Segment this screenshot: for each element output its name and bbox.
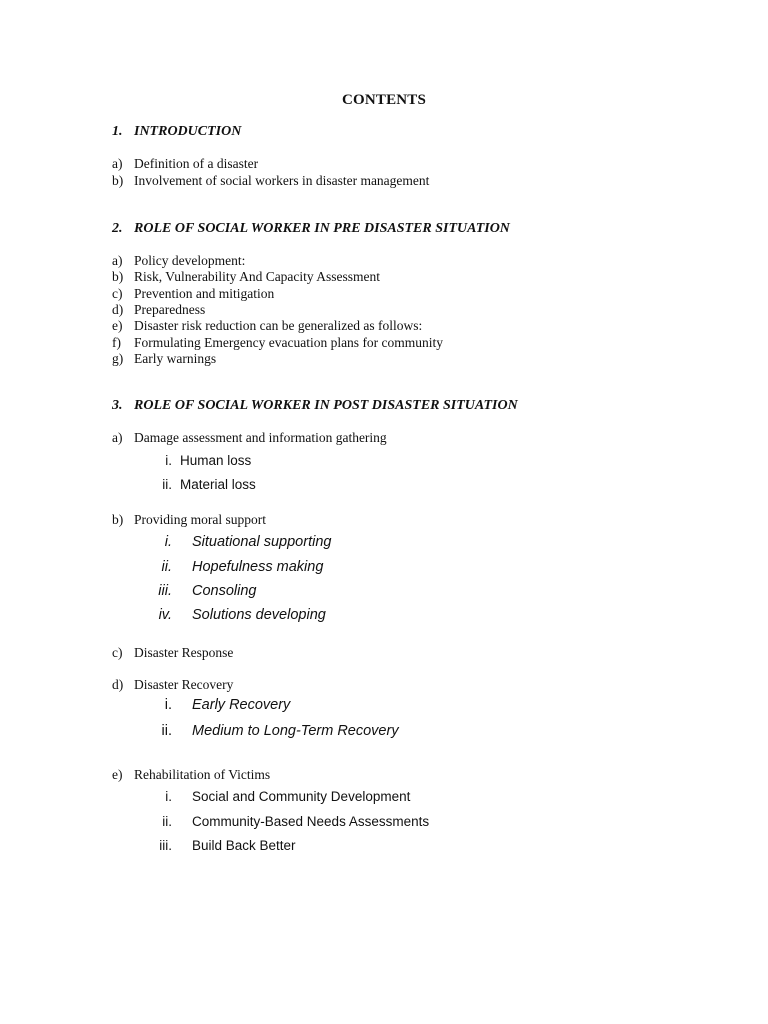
roman-numeral: i. xyxy=(164,534,172,550)
item-label: f) xyxy=(112,335,121,350)
sub-item xyxy=(148,814,429,829)
section-heading-introduction xyxy=(112,124,241,140)
section-number: 2. xyxy=(112,221,123,236)
list-item xyxy=(112,512,266,528)
roman-numeral: ii. xyxy=(161,723,172,739)
sub-item xyxy=(148,559,323,575)
list-item xyxy=(112,767,270,783)
item-text: Disaster risk reduction can be generalized as follows: xyxy=(134,318,423,333)
sub-item xyxy=(148,697,290,713)
item-label: b) xyxy=(112,173,124,188)
roman-numeral: iii. xyxy=(159,838,172,853)
roman-numeral: ii. xyxy=(162,477,172,492)
page-title: CONTENTS xyxy=(341,92,427,108)
item-text: Policy development: xyxy=(134,253,246,268)
section-number: 3. xyxy=(112,398,123,413)
sub-item-text: Situational supporting xyxy=(192,534,332,550)
sub-item-text: Hopefulness making xyxy=(192,559,324,575)
sub-item xyxy=(148,838,296,853)
sub-item xyxy=(148,607,326,623)
roman-numeral: i. xyxy=(165,453,172,468)
section-title: INTRODUCTION xyxy=(134,124,242,139)
item-text: Rehabilitation of Victims xyxy=(134,767,271,782)
sub-item xyxy=(148,477,256,492)
sub-item-text: Build Back Better xyxy=(192,838,296,853)
section-heading-pre-disaster xyxy=(112,221,510,237)
item-label: b) xyxy=(112,512,124,527)
item-text: Risk, Vulnerability And Capacity Assessment xyxy=(134,269,381,284)
list-item xyxy=(112,430,387,446)
item-text: Involvement of social workers in disaster management xyxy=(134,173,430,188)
section-title: ROLE OF SOCIAL WORKER IN PRE DISASTER SITUATION xyxy=(134,221,510,236)
item-label: c) xyxy=(112,286,123,301)
item-label: a) xyxy=(112,430,123,445)
item-text: Damage assessment and information gathering xyxy=(134,430,387,445)
item-label: d) xyxy=(112,302,124,317)
item-label: c) xyxy=(112,645,123,660)
sub-item-text: Solutions developing xyxy=(192,607,326,623)
sub-item xyxy=(148,534,331,550)
sub-item xyxy=(148,583,257,599)
sub-item-text: Community-Based Needs Assessments xyxy=(192,814,430,829)
sub-item xyxy=(148,453,251,468)
item-text: Early warnings xyxy=(134,351,217,366)
item-label: g) xyxy=(112,351,124,366)
list-item xyxy=(112,286,274,302)
list-item xyxy=(112,173,429,189)
sub-item xyxy=(148,789,410,804)
section-heading-post-disaster xyxy=(112,398,518,414)
sub-item-text: Human loss xyxy=(180,453,252,468)
list-item xyxy=(112,302,205,318)
item-label: e) xyxy=(112,318,123,333)
item-text: Disaster Response xyxy=(134,645,234,660)
list-item xyxy=(112,645,233,661)
item-label: a) xyxy=(112,156,123,171)
item-label: e) xyxy=(112,767,123,782)
item-label: b) xyxy=(112,269,124,284)
item-text: Prevention and mitigation xyxy=(134,286,275,301)
roman-numeral: ii. xyxy=(162,814,172,829)
list-item xyxy=(112,269,380,285)
item-text: Definition of a disaster xyxy=(134,156,259,171)
list-item xyxy=(112,351,216,367)
section-number: 1. xyxy=(112,124,123,139)
list-item xyxy=(112,253,245,269)
roman-numeral: i. xyxy=(164,697,172,713)
roman-numeral: i. xyxy=(165,789,172,804)
list-item xyxy=(112,318,422,334)
item-text: Providing moral support xyxy=(134,512,266,527)
sub-item-text: Consoling xyxy=(192,583,257,599)
sub-item-text: Social and Community Development xyxy=(192,789,411,804)
section-title: ROLE OF SOCIAL WORKER IN POST DISASTER SITUATION xyxy=(134,398,518,413)
item-label: d) xyxy=(112,677,124,692)
roman-numeral: iv. xyxy=(158,607,172,623)
list-item xyxy=(112,677,233,693)
item-text: Preparedness xyxy=(134,302,206,317)
sub-item xyxy=(148,723,399,739)
sub-item-text: Material loss xyxy=(180,477,256,492)
list-item xyxy=(112,156,258,172)
roman-numeral: ii. xyxy=(161,559,172,575)
sub-item-text: Early Recovery xyxy=(192,697,291,713)
item-text: Disaster Recovery xyxy=(134,677,234,692)
item-text: Formulating Emergency evacuation plans for community xyxy=(134,335,444,350)
sub-item-text: Medium to Long-Term Recovery xyxy=(192,723,399,739)
item-label: a) xyxy=(112,253,123,268)
roman-numeral: iii. xyxy=(158,583,172,599)
list-item xyxy=(112,335,443,351)
